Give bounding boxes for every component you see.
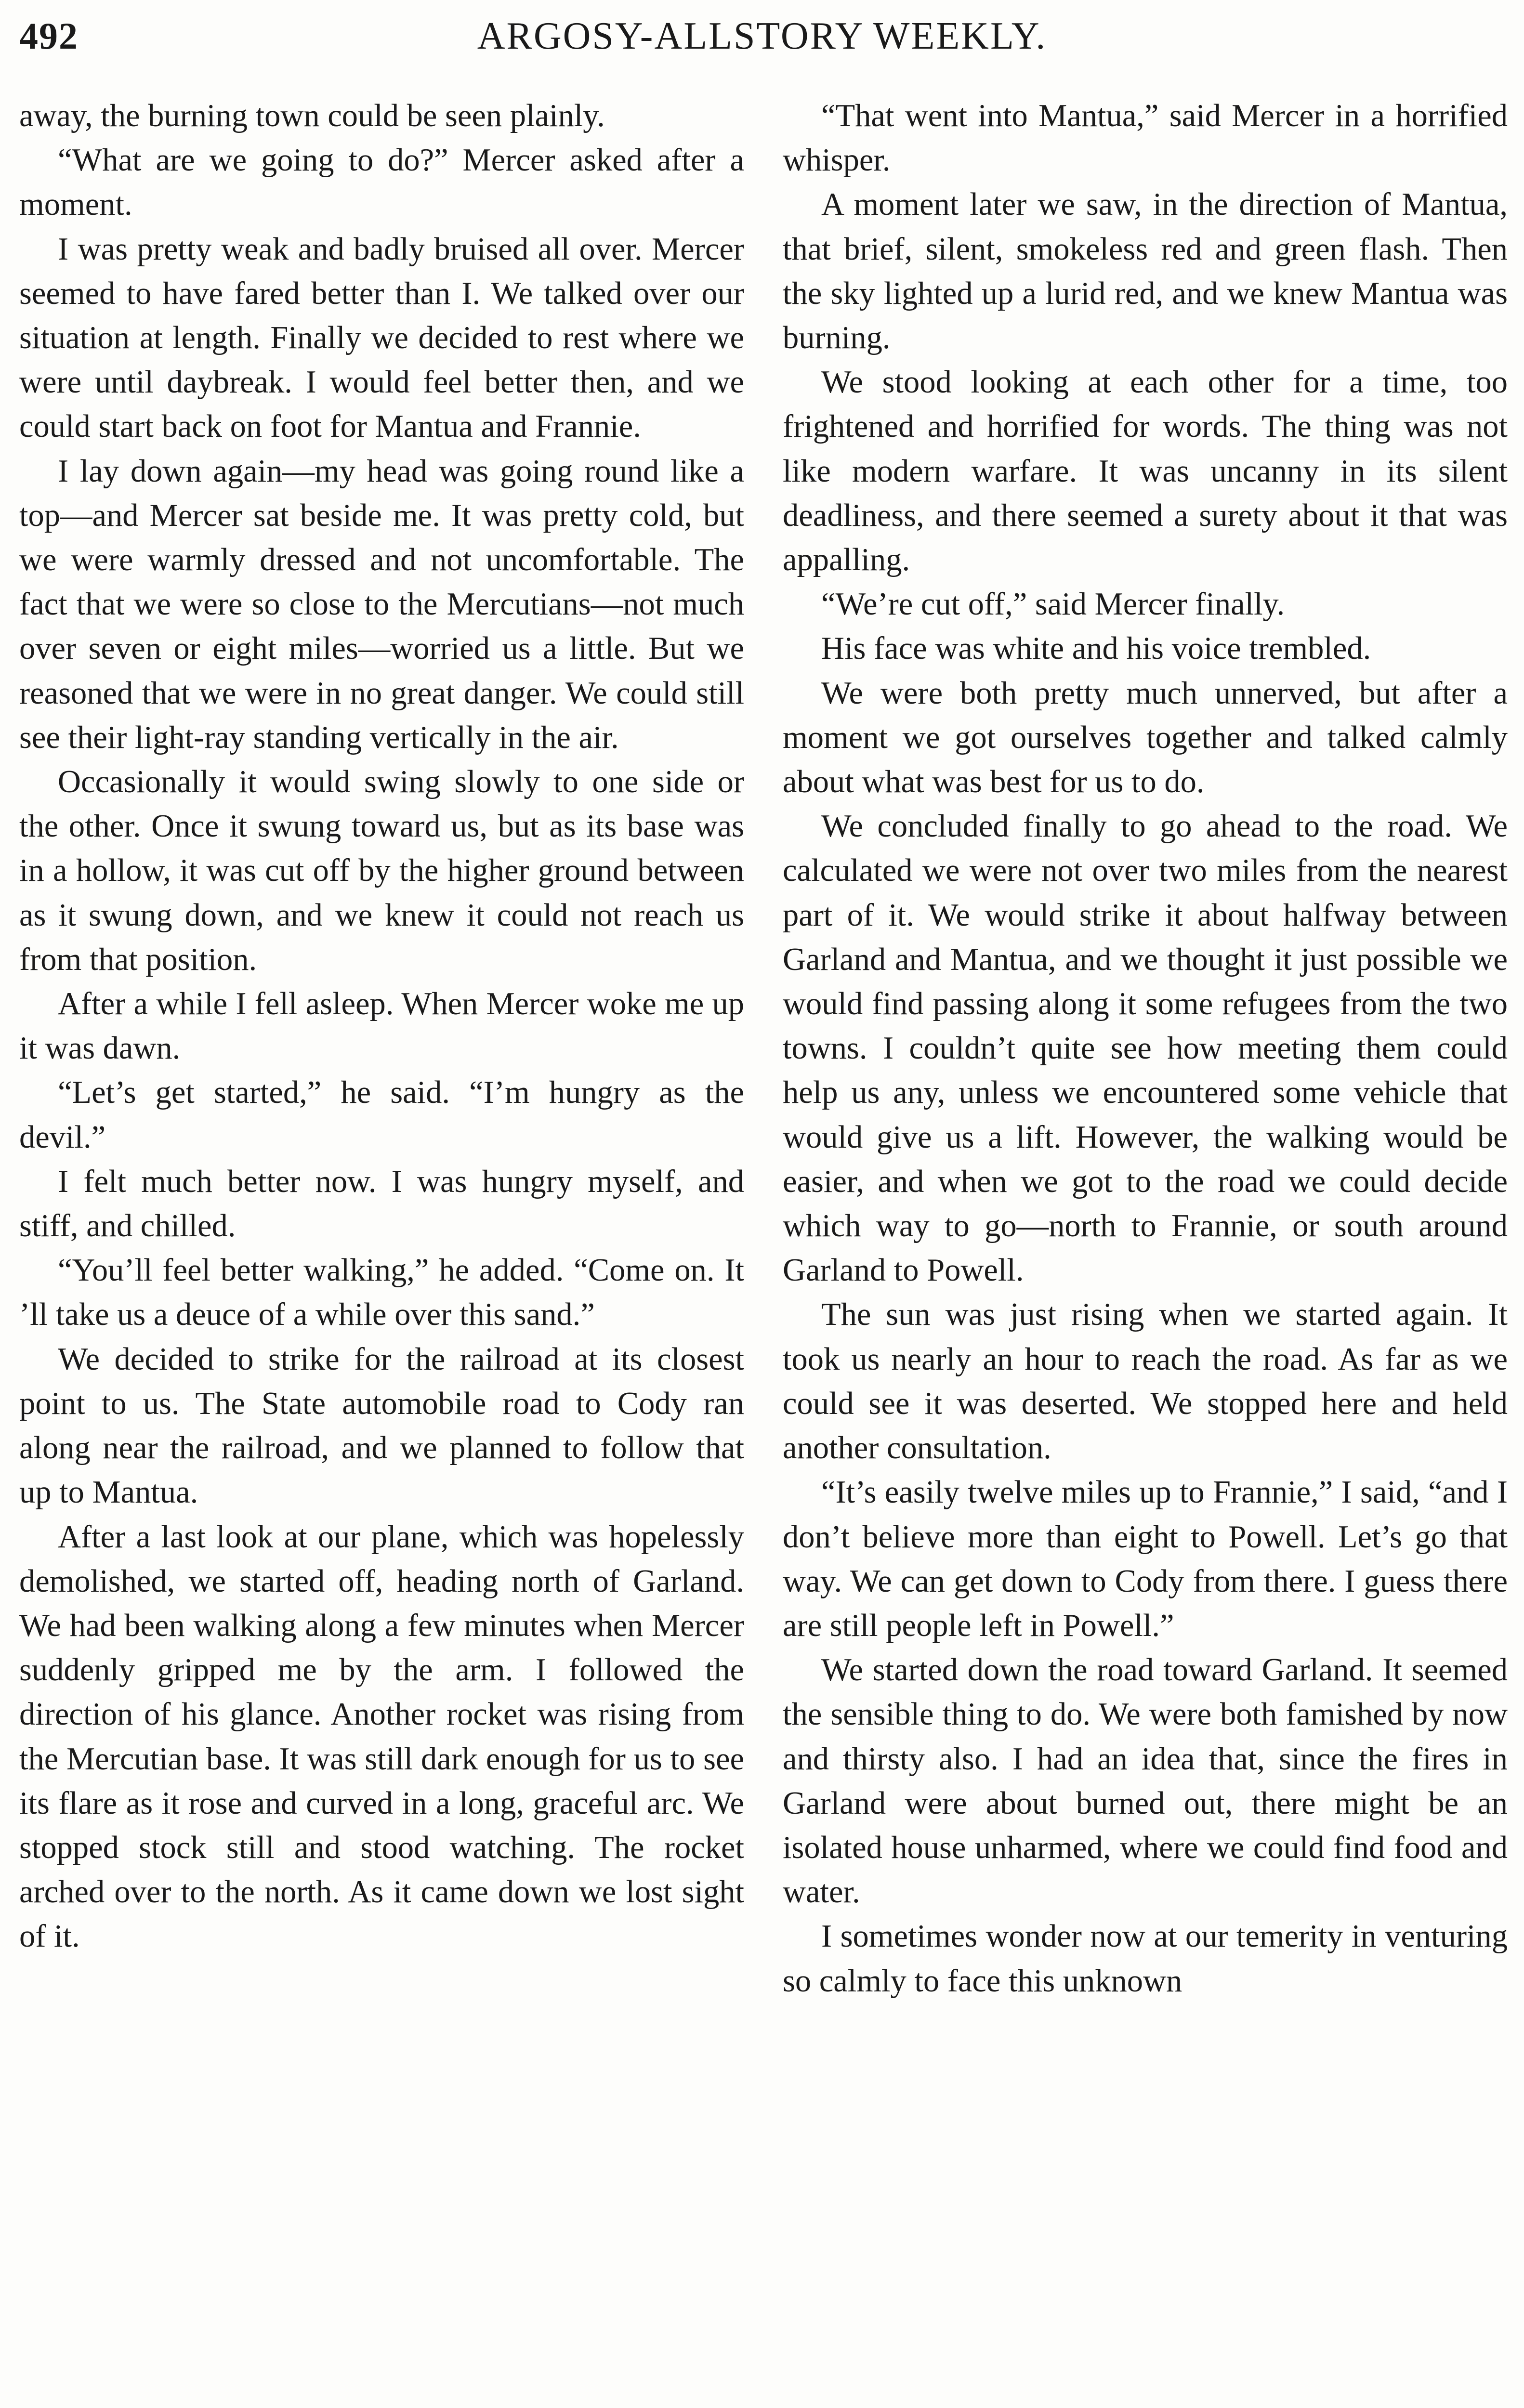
paragraph: We concluded finally to go ahead to the road. We calculated we were not over two miles from the nearest part of it. We would strike it about halfway between Garland and Mantua, and we thought it just possible we would find passing along it some refugees from the two towns. I couldn’t quite see how meeting them could help us any, unless we encountered some vehicle that would give us a lift. However, the walking would be easier, and when we got to the road we could decide which way to go—north to Frannie, or south around Garland to Powell. bbox=[783, 809, 1508, 1288]
page-header bbox=[19, 14, 1505, 67]
paragraph: “It’s easily twelve miles up to Frannie,” I said, “and I don’t believe more than eight to Powell. Let’s go that way. We can get down to Cody from there. I guess there are still people left in Powell.” bbox=[783, 1475, 1508, 1643]
page-number: 492 bbox=[19, 15, 79, 57]
paragraph: “We’re cut off,” said Mercer finally. bbox=[821, 587, 1285, 622]
paragraph: A moment later we saw, in the direction of Mantua, that brief, silent, smokeless red and green flash. Then the sky lighted up a lurid red, and we knew Mantua was burning. bbox=[783, 187, 1508, 356]
paragraph: I felt much better now. I was hungry myself, and stiff, and chilled. bbox=[19, 1164, 744, 1244]
left-column bbox=[19, 94, 744, 2408]
paragraph: The sun was just rising when we started again. It took us nearly an hour to reach the road. As far as we could see it was deserted. We stopped here and held another consultation. bbox=[783, 1297, 1508, 1466]
right-column bbox=[783, 94, 1508, 2408]
text-columns bbox=[19, 94, 1508, 2408]
paragraph: His face was white and his voice trembled. bbox=[821, 631, 1371, 667]
paragraph: away, the burning town could be seen plainly. bbox=[19, 98, 605, 133]
paragraph: “That went into Mantua,” said Mercer in a horrified whisper. bbox=[783, 98, 1508, 178]
paragraph: “What are we going to do?” Mercer asked after a moment. bbox=[19, 143, 744, 222]
paragraph: We started down the road toward Garland. It seemed the sensible thing to do. We were both famished by now and thirsty also. I had an idea that, since the fires in Garland were about burned out, there might be an isolated house unharmed, where we could find food and water. bbox=[783, 1652, 1508, 1910]
paragraph: “You’ll feel better walking,” he added. “Come on. It ’ll take us a deuce of a while over this sand.” bbox=[19, 1253, 744, 1333]
paragraph: “Let’s get started,” he said. “I’m hungry as the devil.” bbox=[19, 1075, 744, 1155]
running-head: ARGOSY-ALLSTORY WEEKLY. bbox=[477, 15, 1047, 57]
paragraph: After a while I fell asleep. When Mercer woke me up it was dawn. bbox=[19, 986, 744, 1066]
paragraph: I sometimes wonder now at our temerity in venturing so calmly to face this unknown bbox=[783, 1919, 1508, 1999]
paragraph: We decided to strike for the railroad at its closest point to us. The State automobile road to Cody ran along near the railroad, and we planned to follow that up to Mantua. bbox=[19, 1341, 744, 1510]
paragraph: We stood looking at each other for a time, too frightened and horrified for words. The thing was not like modern warfare. It was uncanny in its silent deadliness, and there seemed a surety about it that was appalling. bbox=[783, 365, 1508, 578]
paragraph: I lay down again—my head was going round like a top—and Mercer sat beside me. It was pretty cold, but we were warmly dressed and not uncomfortable. The fact that we were so close to the Mercutians—not much over seven or eight miles—worried us a little. But we reasoned that we were in no great danger. We could still see their light-ray standing vertically in the air. bbox=[19, 453, 744, 755]
paragraph: Occasionally it would swing slowly to one side or the other. Once it swung toward us, but as its base was in a hollow, it was cut off by the higher ground between as it swung down, and we knew it could not reach us from that position. bbox=[19, 764, 744, 977]
paragraph: We were both pretty much unnerved, but after a moment we got ourselves together and talked calmly about what was best for us to do. bbox=[783, 675, 1508, 800]
paragraph: I was pretty weak and badly bruised all over. Mercer seemed to have fared better than I. We talked over our situation at length. Finally we decided to rest where we were until daybreak. I would feel better then, and we could start back on foot for Mantua and Frannie. bbox=[19, 231, 744, 445]
paragraph: After a last look at our plane, which was hopelessly demolished, we started off, heading north of Garland. We had been walking along a few minutes when Mercer suddenly gripped me by the arm. I followed the direction of his glance. Another rocket was rising from the Mercutian base. It was still dark enough for us to see its flare as it rose and curved in a long, graceful arc. We stopped stock still and stood watching. The rocket arched over to the north. As it came down we lost sight of it. bbox=[19, 1519, 744, 1954]
